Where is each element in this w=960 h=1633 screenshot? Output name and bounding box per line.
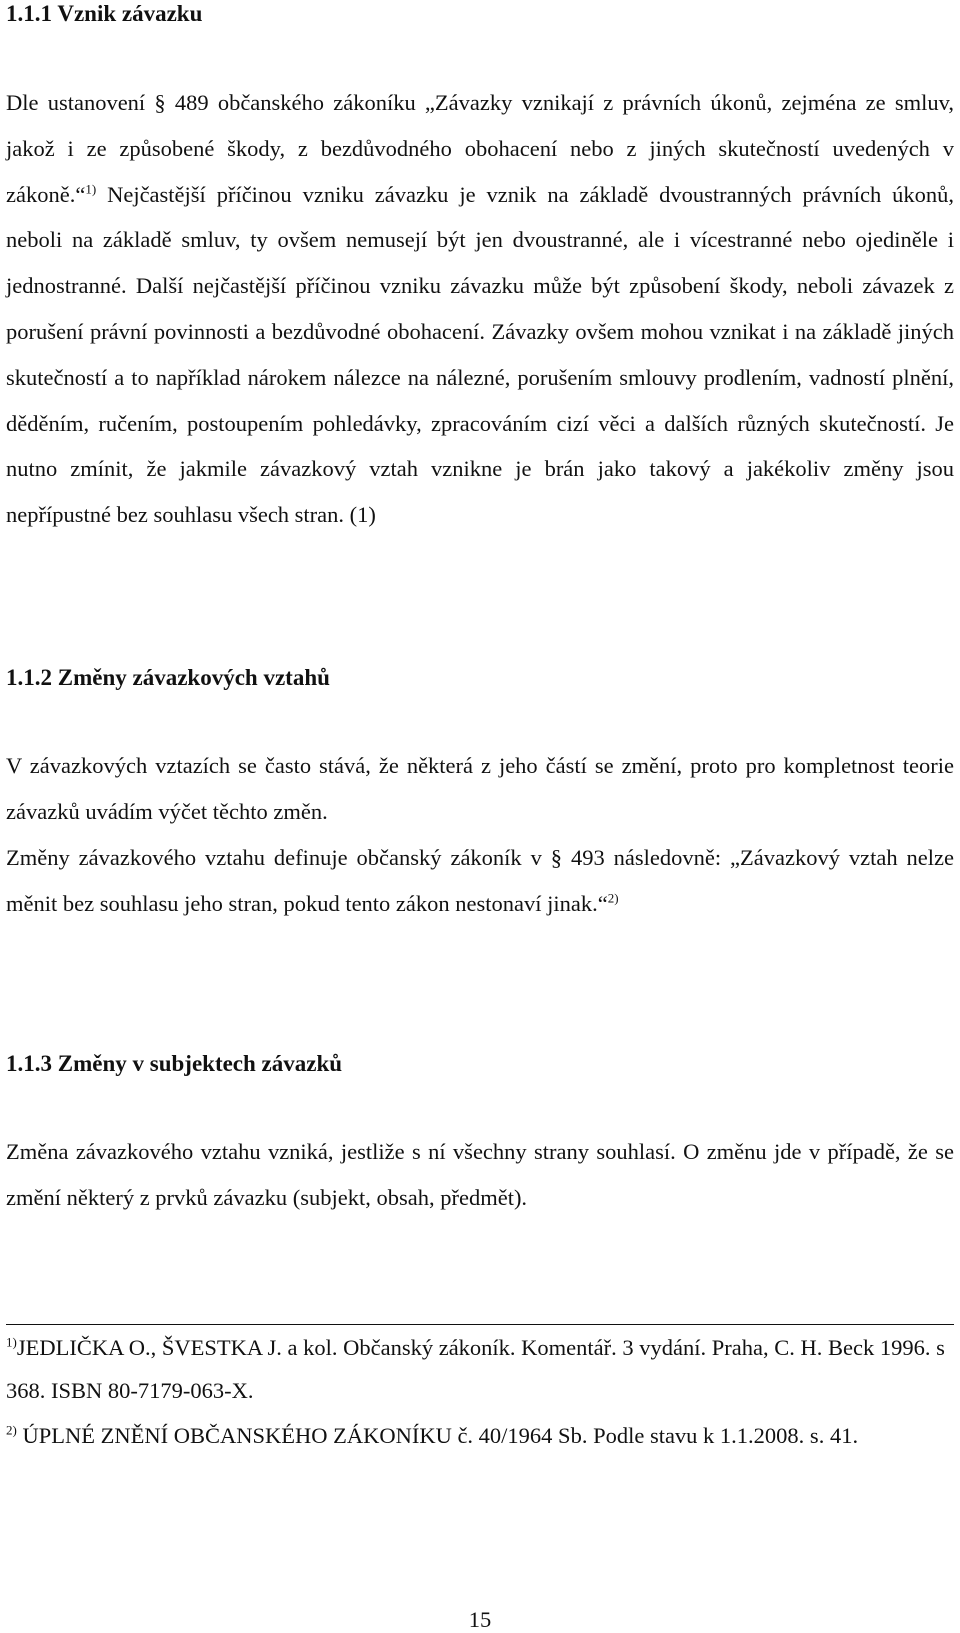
footnote-text: JEDLIČKA O., ŠVESTKA J. a kol. Občanský zákoník. Komentář. 3 vydání. Praha, C. H. Beck 1996. s 368. ISBN 80-7179-063-X. [6, 1335, 945, 1403]
footnote-marker: 2) [6, 1422, 17, 1438]
paragraph-zmeny-definice [6, 835, 954, 927]
paragraph-zmeny-intro: V závazkových vztazích se často stává, že některá z jeho částí se změní, proto pro kompletnost teorie závazků uvádím výčet těchto změn. [6, 753, 954, 824]
footnote-marker: 1) [6, 1334, 17, 1350]
paragraph-vznik-zavazku [6, 80, 954, 538]
paragraph-text: Nejčastější příčinou vzniku závazku je vznik na základě dvoustranných právních úkonů, neboli na základě smluv, ty ovšem nemusejí být jen dvoustranné, ale i vícestranné nebo ojediněle i jednostranné. Další nejčastější příčinou vzniku závazku může být způsobení škody, neboli závazek z porušení právní povinnosti a bezdůvodné obohacení. Závazky ovšem mohou vznikat i na základě jiných skutečností a to například nárokem nálezce na nálezné, porušením smlouvy prodlením, vadností plnění, děděním, ručením, postoupením pohledávky, zpracováním cizí věci a dalších různých skutečností. Je nutno zmínit, že jakmile závazkový vztah vznikne je brán jako takový a jakékoliv změny jsou nepřípustné bez souhlasu všech stran. (1) [6, 181, 954, 528]
footnote-reference: 2) [607, 890, 619, 906]
paragraph-text: Dle ustanovení § 489 občanského zákoníku „Závazky vznikají z právních úkonů, zejména ze smluv, jakož i ze způsobené škody, z bezdůvodného obohacení nebo z jiných skutečností uvedených v zákoně.“ [6, 90, 954, 207]
section-heading-zmeny-zavazkovych-vztahu: 1.1.2 Změny závazkových vztahů [6, 665, 330, 690]
section-heading-vznik-zavazku: 1.1.1 Vznik závazku [6, 1, 203, 26]
section-heading-zmeny-v-subjektech: 1.1.3 Změny v subjektech závazků [6, 1051, 343, 1076]
paragraph-text: Změny závazkového vztahu definuje občanský zákoník v § 493 následovně: „Závazkový vztah nelze měnit bez souhlasu jeho stran, pokud tento zákon nestonaví jinak.“ [6, 845, 954, 916]
footnote-reference: 1) [85, 181, 97, 197]
footnote-1 [6, 1326, 954, 1412]
footnote-divider [6, 1324, 954, 1325]
paragraph-zmeny-subjektech: Změna závazkového vztahu vzniká, jestliže s ní všechny strany souhlasí. O změnu jde v případě, že se změní některý z prvků závazku (subjekt, obsah, předmět). [6, 1139, 954, 1210]
footnote-2 [6, 1414, 954, 1457]
page-number: 15 [468, 1607, 492, 1632]
footnote-text: ÚPLNÉ ZNĚNÍ OBČANSKÉHO ZÁKONÍKU č. 40/1964 Sb. Podle stavu k 1.1.2008. s. 41. [16, 1423, 859, 1448]
